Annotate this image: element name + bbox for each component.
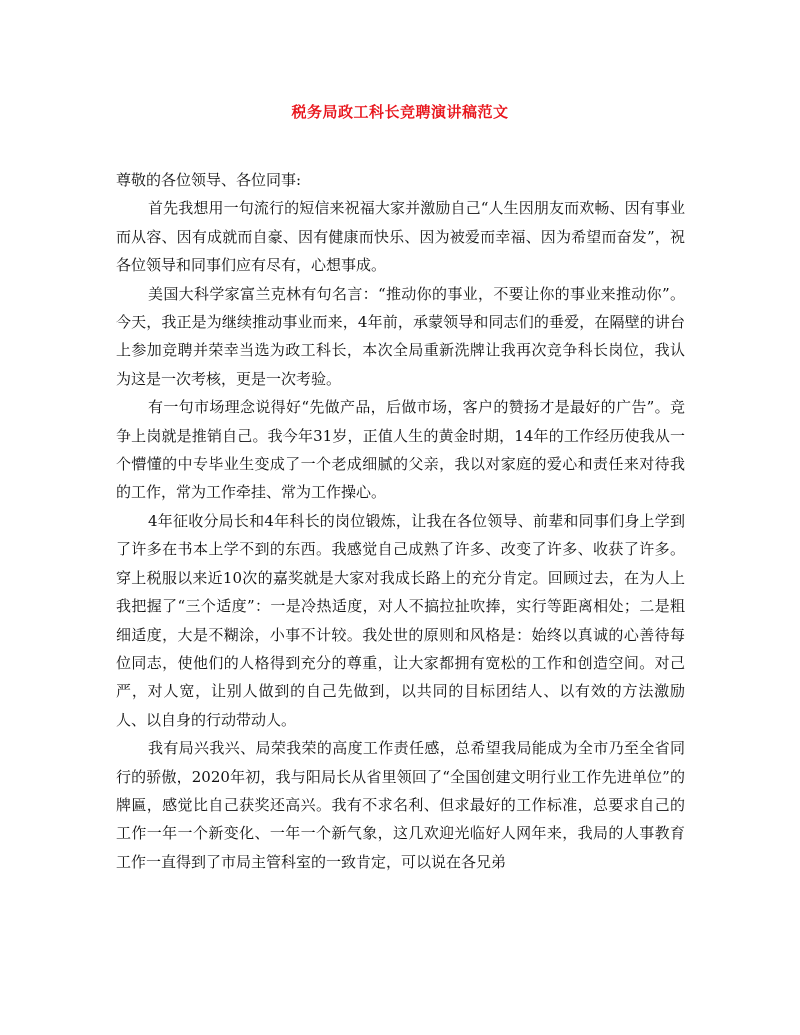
salutation: 尊敬的各位领导、各位同事: [116,171,302,189]
document-body [116,166,685,876]
paragraph-5: 我有局兴我兴、局荣我荣的高度工作责任感，总希望我局能成为全市乃至全省同行的骄傲，2020年初，我与阳局长从省里领回了“全国创建文明行业工作先进单位”的牌匾，感觉比自己获奖还高兴。我有不求名利、但求最好的工作标准，总要求自己的工作一年一个新变化、一年一个新气象，这几欢迎光临好人网年来，我局的人事教育工作一直得到了市局主管科室的一致肯定，可以说在各兄弟 [116,739,685,871]
paragraph-4: 4年征收分局长和4年科长的岗位锻炼，让我在各位领导、前辈和同事们身上学到了许多在书本上学不到的东西。我感觉自己成熟了许多、改变了许多、收获了许多。穿上税服以来近10次的嘉奖就是大家对我成长路上的充分肯定。回顾过去，在为人上我把握了“三个适度”：一是冷热适度，对人不搞拉扯吹捧，实行等距离相处；二是粗细适度，大是不糊涂，小事不计较。我处世的原则和风格是：始终以真诚的心善待每位同志，使他们的人格得到充分的尊重，让大家都拥有宽松的工作和创造空间。对己严，对人宽，让别人做到的自己先做到，以共同的目标团结人、以有效的方法激励人、以自身的行动带动人。 [116,511,685,729]
paragraph-2: 美国大科学家富兰克林有句名言：“推动你的事业，不要让你的事业来推动你”。今天，我正是为继续推动事业而来，4年前，承蒙领导和同志们的垂爱，在隔壁的讲台上参加竞聘并荣幸当选为政工科长，本次全局重新洗牌让我再次竞争科长岗位，我认为这是一次考核，更是一次考验。 [116,284,685,388]
document-title: 税务局政工科长竞聘演讲稿范文 [291,103,509,121]
paragraph-1: 首先我想用一句流行的短信来祝福大家并激励自己“人生因朋友而欢畅、因有事业而从容、因有成就而自豪、因有健康而快乐、因为被爱而幸福、因为希望而奋发”，祝各位领导和同事们应有尽有，心想事成。 [116,199,685,275]
paragraph-3: 有一句市场理念说得好“先做产品，后做市场，客户的赞扬才是最好的广告”。竞争上岗就是推销自己。我今年31岁，正值人生的黄金时期，14年的工作经历使我从一个懵懂的中专毕业生变成了一个老成细腻的父亲，我以对家庭的爱心和责任来对待我的工作，常为工作牵挂、常为工作操心。 [116,398,685,502]
